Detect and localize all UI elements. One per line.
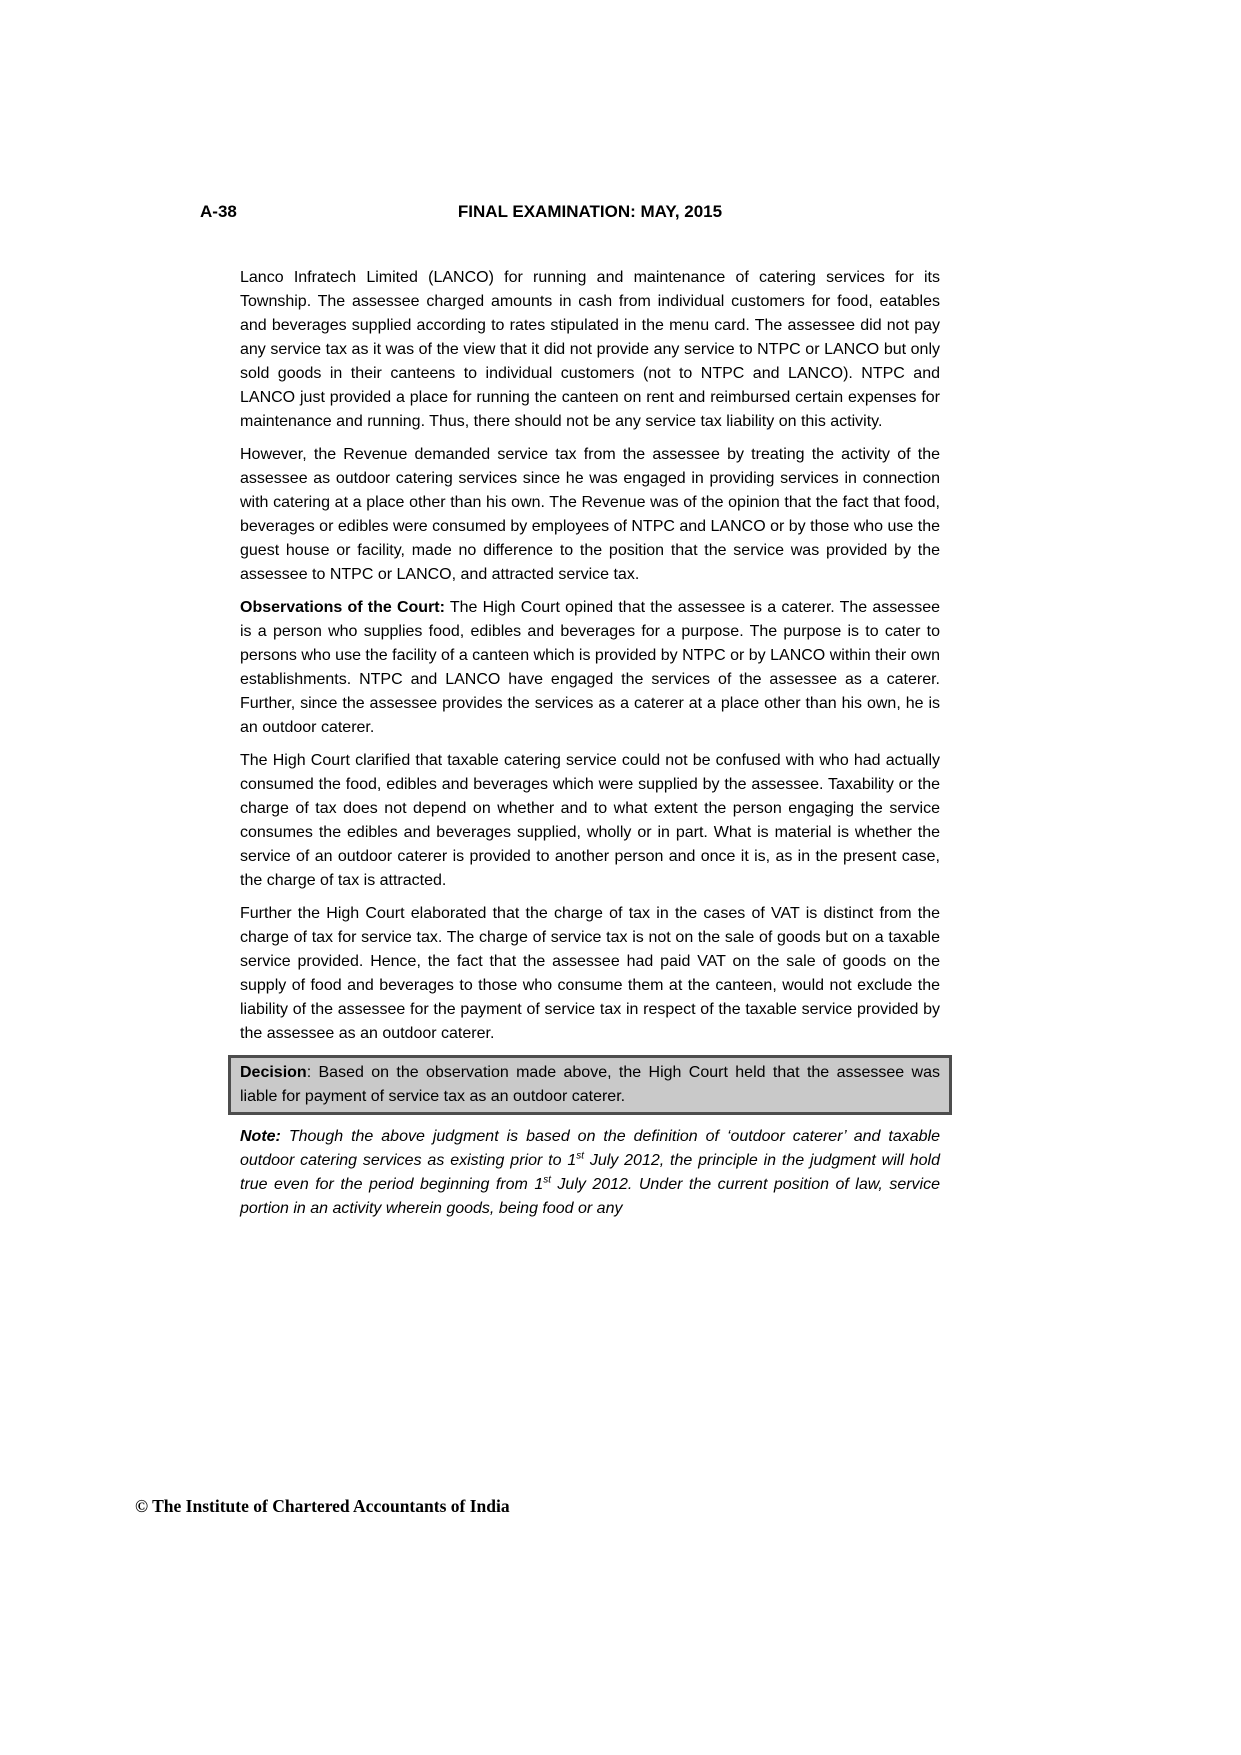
paragraph-clarification: The High Court clarified that taxable catering service could not be confused with who had actually consumed the food, edibles and beverages which were supplied by the assessee. Taxability or the charge of tax does not depend on whether and to what extent the person engaging the service consumes the edibles and beverages supplied, wholly or in part. What is material is whether the service of an outdoor caterer is provided to another person and once it is, as in the present case, the charge of tax is attracted. — [240, 752, 940, 889]
observations-text: The High Court opined that the assessee is a caterer. The assessee is a person who supplies food, edibles and beverages for a purpose. The purpose is to cater to persons who use the facility of a canteen which is provided by NTPC or by LANCO within their own establishments. NTPC and LANCO have engaged the services of the assessee as a caterer. Further, since the assessee provides the services as a caterer at a place other than his own, he is an outdoor caterer. — [240, 599, 940, 736]
decision-text: : Based on the observation made above, the High Court held that the assessee was liable for payment of service tax as an outdoor caterer. — [240, 1064, 940, 1105]
paragraph-observations — [240, 596, 940, 740]
copyright-footer: © The Institute of Chartered Accountants of India — [135, 1496, 510, 1516]
page-header-title: FINAL EXAMINATION: MAY, 2015 — [457, 202, 723, 221]
decision-box — [228, 1055, 952, 1115]
paragraph-facts-2: However, the Revenue demanded service tax from the assessee by treating the activity of the assessee as outdoor catering services since he was engaged in providing services in connection with catering at a place other than his own. The Revenue was of the opinion that the fact that food, beverages or edibles were consumed by employees of NTPC and LANCO or by those who use the guest house or facility, made no difference to the position that the service was provided by the assessee to NTPC or LANCO, and attracted service tax. — [240, 446, 940, 583]
note-text-3: July 2012. Under the current position of law, service portion in an activity wherein goods, being food or any — [240, 1176, 941, 1217]
superscript-st-2: st — [543, 1174, 551, 1186]
superscript-st-1: st — [576, 1150, 584, 1162]
page-number: A-38 — [200, 202, 237, 221]
note-text-1: Though the above judgment is based on the definition of ‘outdoor caterer’ and taxable outdoor catering services as existing prior to 1 — [240, 1128, 940, 1169]
body-content — [240, 266, 940, 1230]
observations-label: Observations of the Court: — [240, 599, 445, 616]
note-text-2: July 2012, the principle in the judgment will hold true even for the period beginning from 1 — [240, 1152, 940, 1193]
decision-label: Decision — [240, 1064, 307, 1081]
paragraph-vat-distinction: Further the High Court elaborated that the charge of tax in the cases of VAT is distinct from the charge of tax for service tax. The charge of service tax is not on the sale of goods but on a taxable service provided. Hence, the fact that the assessee had paid VAT on the sale of goods on the supply of food and beverages to those who consume them at the canteen, would not exclude the liability of the assessee for the payment of service tax in respect of the taxable service provided by the assessee as an outdoor caterer. — [240, 905, 940, 1042]
note-label: Note: — [240, 1128, 281, 1145]
note-paragraph — [240, 1125, 940, 1221]
paragraph-facts-1: Lanco Infratech Limited (LANCO) for running and maintenance of catering services for its Township. The assessee charged amounts in cash from individual customers for food, eatables and beverages supplied according to rates stipulated in the menu card. The assessee did not pay any service tax as it was of the view that it did not provide any service to NTPC or LANCO but only sold goods in their canteens to individual customers (not to NTPC and LANCO). NTPC and LANCO just provided a place for running the canteen on rent and reimbursed certain expenses for maintenance and running. Thus, there should not be any service tax liability on this activity. — [240, 269, 940, 430]
